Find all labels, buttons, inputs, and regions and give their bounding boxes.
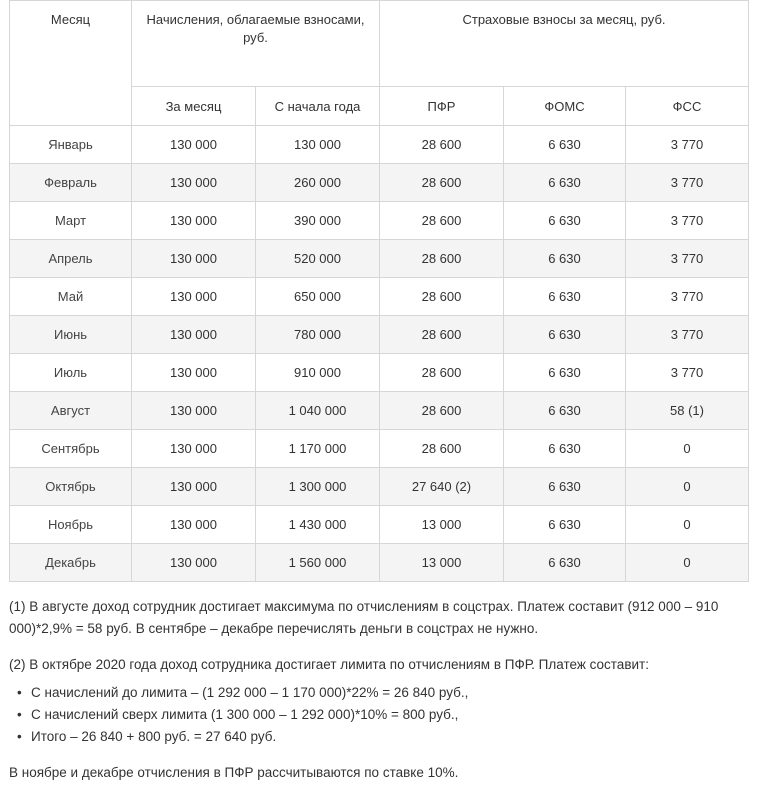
contributions-table	[9, 0, 749, 582]
cell-ytd: 1 560 000	[256, 544, 380, 582]
header-contributions: Страховые взносы за месяц, руб.	[380, 1, 749, 87]
cell-fss: 0	[626, 430, 749, 468]
cell-per-month: 130 000	[132, 430, 256, 468]
table-row	[10, 126, 749, 164]
cell-fss: 0	[626, 468, 749, 506]
table-row	[10, 392, 749, 430]
note-1: (1) В августе доход сотрудник достигает максимума по отчислениям в соцстрах. Платеж составит (912 000 – 910 000)*2,9% = 58 руб. В сентябре – декабре перечислять деньги в соцстрах не нужно.	[9, 599, 719, 636]
cell-pfr: 28 600	[380, 202, 504, 240]
cell-foms: 6 630	[504, 126, 626, 164]
cell-ytd: 650 000	[256, 278, 380, 316]
table-row	[10, 468, 749, 506]
cell-fss: 3 770	[626, 126, 749, 164]
table-body	[10, 126, 749, 582]
cell-pfr: 28 600	[380, 240, 504, 278]
cell-ytd: 1 040 000	[256, 392, 380, 430]
cell-pfr: 28 600	[380, 354, 504, 392]
cell-month: Октябрь	[10, 468, 132, 506]
cell-ytd: 130 000	[256, 126, 380, 164]
table-row	[10, 506, 749, 544]
table-row	[10, 316, 749, 354]
header-ytd: С начала года	[256, 87, 380, 126]
cell-foms: 6 630	[504, 430, 626, 468]
cell-month: Ноябрь	[10, 506, 132, 544]
cell-ytd: 520 000	[256, 240, 380, 278]
cell-foms: 6 630	[504, 544, 626, 582]
list-item	[17, 682, 749, 704]
cell-foms: 6 630	[504, 278, 626, 316]
table-row	[10, 354, 749, 392]
cell-per-month: 130 000	[132, 164, 256, 202]
cell-pfr: 27 640 (2)	[380, 468, 504, 506]
cell-pfr: 28 600	[380, 392, 504, 430]
list-item	[17, 704, 749, 726]
notes	[9, 596, 749, 784]
cell-fss: 3 770	[626, 278, 749, 316]
cell-month: Июнь	[10, 316, 132, 354]
list-item-text: С начислений до лимита – (1 292 000 – 1 170 000)*22% = 26 840 руб.,	[31, 685, 469, 700]
cell-pfr: 28 600	[380, 126, 504, 164]
cell-pfr: 13 000	[380, 544, 504, 582]
header-foms: ФОМС	[504, 87, 626, 126]
cell-month: Май	[10, 278, 132, 316]
cell-month: Август	[10, 392, 132, 430]
cell-fss: 3 770	[626, 202, 749, 240]
table-row	[10, 202, 749, 240]
list-item-text: Итого – 26 840 + 800 руб. = 27 640 руб.	[31, 729, 277, 744]
cell-pfr: 28 600	[380, 316, 504, 354]
cell-fss: 3 770	[626, 164, 749, 202]
bullet-icon: •	[17, 729, 22, 744]
header-per-month: За месяц	[132, 87, 256, 126]
header-month: Месяц	[10, 1, 132, 126]
cell-per-month: 130 000	[132, 240, 256, 278]
cell-pfr: 13 000	[380, 506, 504, 544]
cell-ytd: 390 000	[256, 202, 380, 240]
bullet-icon: •	[17, 707, 22, 722]
cell-ytd: 780 000	[256, 316, 380, 354]
table-row	[10, 430, 749, 468]
table-row	[10, 544, 749, 582]
cell-per-month: 130 000	[132, 278, 256, 316]
cell-foms: 6 630	[504, 506, 626, 544]
cell-ytd: 1 300 000	[256, 468, 380, 506]
cell-fss: 0	[626, 544, 749, 582]
header-fss: ФСС	[626, 87, 749, 126]
cell-foms: 6 630	[504, 202, 626, 240]
table-row	[10, 278, 749, 316]
cell-fss: 58 (1)	[626, 392, 749, 430]
header-accrued: Начисления, облагаемые взносами, руб.	[132, 1, 380, 87]
cell-pfr: 28 600	[380, 164, 504, 202]
cell-month: Апрель	[10, 240, 132, 278]
cell-foms: 6 630	[504, 240, 626, 278]
cell-fss: 3 770	[626, 240, 749, 278]
cell-ytd: 910 000	[256, 354, 380, 392]
cell-per-month: 130 000	[132, 392, 256, 430]
cell-foms: 6 630	[504, 468, 626, 506]
header-row-1	[10, 1, 749, 87]
cell-ytd: 1 430 000	[256, 506, 380, 544]
note-2: (2) В октябре 2020 года доход сотрудника достигает лимита по отчислениям в ПФР. Платеж составит:	[9, 657, 649, 672]
list-item	[17, 726, 749, 748]
cell-per-month: 130 000	[132, 544, 256, 582]
cell-foms: 6 630	[504, 354, 626, 392]
cell-fss: 0	[626, 506, 749, 544]
cell-per-month: 130 000	[132, 202, 256, 240]
cell-foms: 6 630	[504, 164, 626, 202]
cell-foms: 6 630	[504, 392, 626, 430]
cell-per-month: 130 000	[132, 506, 256, 544]
cell-pfr: 28 600	[380, 430, 504, 468]
table-row	[10, 240, 749, 278]
cell-month: Март	[10, 202, 132, 240]
cell-fss: 3 770	[626, 354, 749, 392]
cell-month: Февраль	[10, 164, 132, 202]
cell-month: Июль	[10, 354, 132, 392]
table-row	[10, 164, 749, 202]
cell-fss: 3 770	[626, 316, 749, 354]
calc-list	[9, 682, 749, 748]
cell-ytd: 260 000	[256, 164, 380, 202]
cell-month: Сентябрь	[10, 430, 132, 468]
cell-month: Январь	[10, 126, 132, 164]
note-3: В ноябре и декабре отчисления в ПФР рассчитываются по ставке 10%.	[9, 765, 459, 780]
bullet-icon: •	[17, 685, 22, 700]
header-pfr: ПФР	[380, 87, 504, 126]
cell-per-month: 130 000	[132, 468, 256, 506]
cell-per-month: 130 000	[132, 316, 256, 354]
cell-month: Декабрь	[10, 544, 132, 582]
list-item-text: С начислений сверх лимита (1 300 000 – 1 292 000)*10% = 800 руб.,	[31, 707, 459, 722]
cell-pfr: 28 600	[380, 278, 504, 316]
cell-ytd: 1 170 000	[256, 430, 380, 468]
cell-per-month: 130 000	[132, 354, 256, 392]
cell-foms: 6 630	[504, 316, 626, 354]
cell-per-month: 130 000	[132, 126, 256, 164]
